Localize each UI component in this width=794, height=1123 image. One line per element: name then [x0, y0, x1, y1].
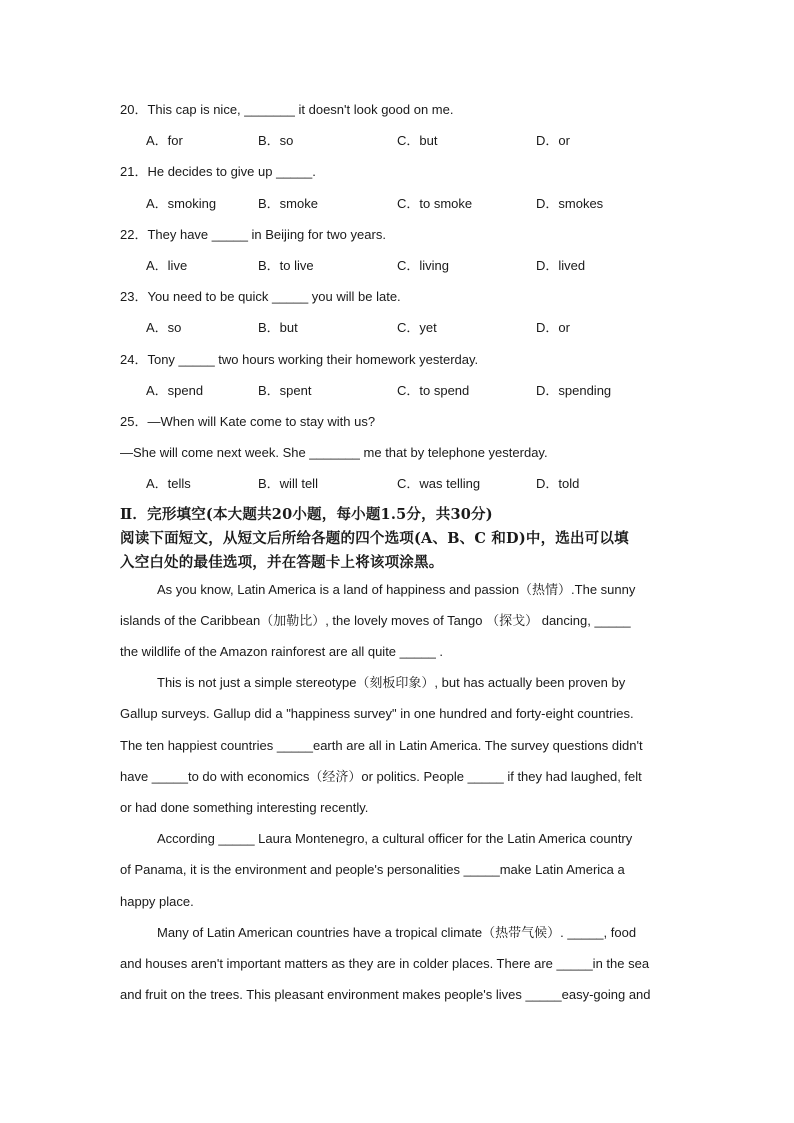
q25-option-d: D．told: [536, 476, 580, 491]
q23-option-d: D．or: [536, 320, 570, 335]
passage-line: and houses aren't important matters as they are in colder places. There are _____in the sea: [120, 956, 650, 971]
passage-line: and fruit on the trees. This pleasant environment makes people's lives _____easy-going and: [120, 987, 651, 1002]
question-25-stem: 25．—When will Kate come to stay with us?: [120, 414, 376, 429]
q22-option-a: A．live: [146, 258, 188, 273]
passage-line: or had done something interesting recently.: [120, 800, 369, 815]
q20-option-a: A．for: [146, 133, 183, 148]
q24-option-b: B．spent: [258, 383, 312, 398]
section-instruction-line1: 阅读下面短文，从短文后所给各题的四个选项(A、B、C 和D)中，选出可以填: [120, 530, 629, 547]
q23-option-b: B．but: [258, 320, 298, 335]
q21-option-a: A．smoking: [146, 196, 217, 211]
question-20-stem: 20．This cap is nice, _______ it doesn't look good on me.: [120, 102, 454, 117]
q20-option-c: C．but: [397, 133, 438, 148]
question-24-stem: 24．Tony _____ two hours working their homework yesterday.: [120, 352, 479, 367]
passage-line: islands of the Caribbean（加勒比）, the lovely moves of Tango （探戈） dancing, _____: [120, 613, 631, 628]
passage-line: The ten happiest countries _____earth are all in Latin America. The survey questions didn't: [120, 738, 643, 753]
section-instruction-line2: 入空白处的最佳选项，并在答题卡上将该项涂黑。: [120, 554, 444, 571]
q23-option-a: A．so: [146, 320, 182, 335]
q20-option-d: D．or: [536, 133, 570, 148]
q25-option-c: C．was telling: [397, 476, 481, 491]
section-title: Ⅱ．完形填空(本大题共20小题，每小题1.5分，共30分): [120, 506, 493, 523]
passage-line: This is not just a simple stereotype（刻板印象）, but has actually been proven by: [157, 675, 626, 690]
passage-line: Many of Latin American countries have a tropical climate（热带气候）. _____, food: [157, 925, 637, 940]
passage-line: have _____to do with economics（经济）or politics. People _____ if they had laughed, felt: [120, 769, 642, 784]
q23-option-c: C．yet: [397, 320, 437, 335]
passage-line: Gallup surveys. Gallup did a "happiness survey" in one hundred and forty-eight countries.: [120, 706, 634, 721]
question-22-stem: 22．They have _____ in Beijing for two years.: [120, 227, 386, 242]
q25-option-b: B．will tell: [258, 476, 318, 491]
q21-option-d: D．smokes: [536, 196, 604, 211]
question-25-stem-reply: —She will come next week. She _______ me that by telephone yesterday.: [120, 445, 548, 460]
q22-option-d: D．lived: [536, 258, 586, 273]
question-21-stem: 21．He decides to give up _____.: [120, 164, 316, 179]
passage-line: happy place.: [120, 894, 194, 909]
q25-option-a: A．tells: [146, 476, 191, 491]
passage-line: As you know, Latin America is a land of happiness and passion（热情）.The sunny: [157, 582, 636, 597]
q22-option-c: C．living: [397, 258, 450, 273]
q21-option-b: B．smoke: [258, 196, 318, 211]
q20-option-b: B．so: [258, 133, 294, 148]
q22-option-b: B．to live: [258, 258, 314, 273]
passage-line: According _____ Laura Montenegro, a cultural officer for the Latin America country: [157, 831, 633, 846]
q24-option-c: C．to spend: [397, 383, 470, 398]
q24-option-a: A．spend: [146, 383, 204, 398]
passage-line: the wildlife of the Amazon rainforest are all quite _____ .: [120, 644, 444, 659]
q24-option-d: D．spending: [536, 383, 612, 398]
q21-option-c: C．to smoke: [397, 196, 473, 211]
question-23-stem: 23．You need to be quick _____ you will be late.: [120, 289, 401, 304]
passage-line: of Panama, it is the environment and people's personalities _____make Latin America a: [120, 862, 625, 877]
